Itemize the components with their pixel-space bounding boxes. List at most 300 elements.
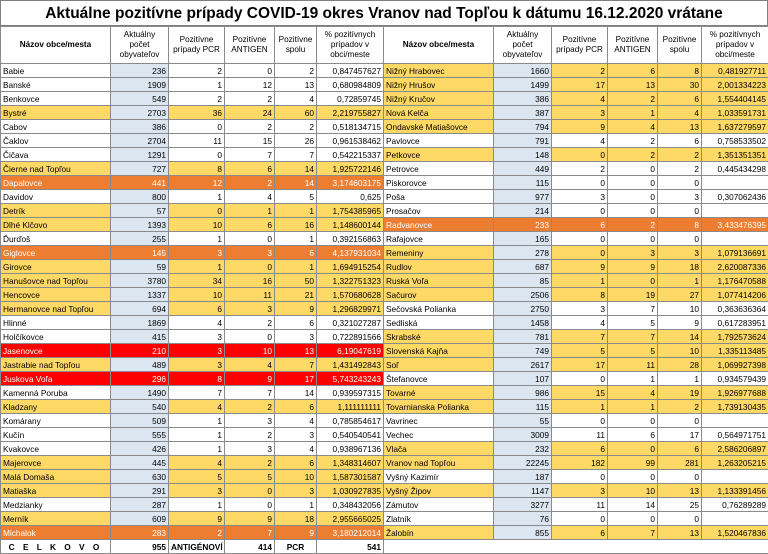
municipality-name: Slovenská Kajňa	[384, 344, 494, 358]
percent-cell: 2,620087336	[702, 260, 768, 274]
antigen-cell: 0	[608, 190, 658, 204]
population-cell: 609	[111, 512, 169, 526]
table-row	[1, 400, 768, 414]
percent-cell: 1,792573624	[702, 330, 768, 344]
population-cell: 540	[111, 400, 169, 414]
header-percent: % pozitívnych prípadov v obci/meste	[702, 27, 768, 64]
pcr-cell: 3	[552, 190, 608, 204]
header-name: Názov obce/mesta	[1, 27, 111, 64]
population-cell: 187	[494, 470, 552, 484]
population-cell: 449	[494, 162, 552, 176]
pcr-cell: 9	[552, 120, 608, 134]
total-cell: 0	[658, 232, 702, 246]
municipality-name: Petrovce	[384, 162, 494, 176]
pcr-cell: 2	[552, 162, 608, 176]
percent-cell	[702, 204, 768, 218]
table-row	[1, 134, 768, 148]
table-row	[1, 64, 768, 78]
pcr-cell: 2	[169, 526, 225, 540]
population-cell: 687	[494, 260, 552, 274]
pcr-cell: 0	[552, 204, 608, 218]
percent-cell: 0,445434298	[702, 162, 768, 176]
municipality-name: Michalok	[1, 526, 111, 540]
population-cell: 555	[111, 428, 169, 442]
percent-cell: 1,739130435	[702, 400, 768, 414]
antigen-cell: 4	[608, 120, 658, 134]
municipality-name: Benkovce	[1, 92, 111, 106]
antigen-cell: 5	[225, 470, 275, 484]
table-row	[1, 330, 768, 344]
municipality-name: Skrabské	[384, 330, 494, 344]
municipality-name: Komárany	[1, 414, 111, 428]
total-cell: 6	[275, 400, 317, 414]
header-antigen: Pozitívne ANTIGEN	[608, 27, 658, 64]
antigen-cell: 10	[225, 344, 275, 358]
pcr-cell: 2	[169, 92, 225, 106]
population-cell: 1490	[111, 386, 169, 400]
table-row	[1, 120, 768, 134]
antigen-cell: 24	[225, 106, 275, 120]
pcr-cell: 3	[169, 330, 225, 344]
municipality-name: Vyšný Kazimír	[384, 470, 494, 484]
table-row	[1, 414, 768, 428]
total-cell: 1	[658, 372, 702, 386]
percent-cell: 1,925722146	[317, 162, 384, 176]
antigen-total-value: 414	[225, 540, 275, 554]
pcr-cell: 17	[552, 358, 608, 372]
percent-cell: 0,625	[317, 190, 384, 204]
percent-cell: 0,321027287	[317, 316, 384, 330]
population-cell: 210	[111, 344, 169, 358]
pcr-cell: 3	[169, 344, 225, 358]
total-cell: 1	[275, 498, 317, 512]
pcr-cell: 4	[169, 316, 225, 330]
total-cell: 1	[275, 260, 317, 274]
antigen-cell: 4	[225, 190, 275, 204]
population-cell: 1499	[494, 78, 552, 92]
total-cell: 7	[275, 148, 317, 162]
population-cell: 386	[111, 120, 169, 134]
percent-cell: 1,148600144	[317, 218, 384, 232]
antigen-cell: 2	[225, 176, 275, 190]
total-cell: 13	[658, 526, 702, 540]
total-cell: 17	[275, 372, 317, 386]
pcr-cell: 7	[169, 386, 225, 400]
percent-cell: 1,322751323	[317, 274, 384, 288]
municipality-name: Babie	[1, 64, 111, 78]
pcr-cell: 8	[552, 288, 608, 302]
table-row	[1, 92, 768, 106]
antigen-cell: 3	[225, 302, 275, 316]
pcr-cell: 11	[169, 134, 225, 148]
pcr-cell: 2	[552, 64, 608, 78]
pcr-cell: 1	[169, 442, 225, 456]
population-cell: 415	[111, 330, 169, 344]
total-cell: 5	[275, 190, 317, 204]
municipality-name: Tovarné	[384, 386, 494, 400]
table-row	[1, 246, 768, 260]
table-row	[1, 498, 768, 512]
percent-cell: 0,785854617	[317, 414, 384, 428]
antigen-cell: 0	[225, 232, 275, 246]
municipality-name: Rafajovce	[384, 232, 494, 246]
table-row	[1, 344, 768, 358]
header-total: Pozitívne spolu	[658, 27, 702, 64]
percent-cell: 2,001334223	[702, 78, 768, 92]
municipality-name: Sečovská Polianka	[384, 302, 494, 316]
pcr-cell: 4	[552, 92, 608, 106]
total-cell: 0	[658, 470, 702, 484]
total-cell: 4	[275, 442, 317, 456]
antigen-cell: 0	[608, 442, 658, 456]
total-cell: 0	[658, 176, 702, 190]
population-cell: 1869	[111, 316, 169, 330]
pcr-cell: 12	[169, 176, 225, 190]
percent-cell: 0,722891566	[317, 330, 384, 344]
table-row	[1, 78, 768, 92]
population-cell: 2617	[494, 358, 552, 372]
antigen-cell: 0	[225, 260, 275, 274]
municipality-name: Juskova Voľa	[1, 372, 111, 386]
total-cell: 10	[275, 470, 317, 484]
municipality-name: Poša	[384, 190, 494, 204]
antigen-cell: 1	[608, 372, 658, 386]
antigen-cell: 0	[608, 162, 658, 176]
pcr-cell: 0	[552, 372, 608, 386]
antigen-cell: 2	[608, 148, 658, 162]
municipality-name: Majerovce	[1, 456, 111, 470]
total-cell: 9	[658, 316, 702, 330]
pcr-total-label: PCR	[275, 540, 317, 554]
percent-cell: 0,847457627	[317, 64, 384, 78]
antigen-cell: 6	[608, 64, 658, 78]
percent-cell: 0,76289289	[702, 498, 768, 512]
municipality-name: Soľ	[384, 358, 494, 372]
municipality-name: Petkovce	[384, 148, 494, 162]
percent-cell: 1,694915254	[317, 260, 384, 274]
population-cell: 2506	[494, 288, 552, 302]
pcr-cell: 8	[169, 372, 225, 386]
percent-cell: 0,564971751	[702, 428, 768, 442]
pcr-total-value: 541	[317, 540, 384, 554]
municipality-name: Ruská Voľa	[384, 274, 494, 288]
population-cell: 441	[111, 176, 169, 190]
population-cell: 214	[494, 204, 552, 218]
population-cell: 85	[494, 274, 552, 288]
pcr-cell: 3	[552, 484, 608, 498]
antigen-cell: 12	[225, 78, 275, 92]
antigen-cell: 0	[608, 232, 658, 246]
table-row	[1, 456, 768, 470]
antigen-cell: 0	[608, 176, 658, 190]
pcr-cell: 9	[552, 260, 608, 274]
antigen-cell: 9	[225, 372, 275, 386]
percent-cell: 2,219755827	[317, 106, 384, 120]
percent-cell: 0,758533502	[702, 134, 768, 148]
pcr-cell: 11	[552, 498, 608, 512]
population-cell: 107	[494, 372, 552, 386]
total-cell: 3	[275, 428, 317, 442]
population-cell: 3780	[111, 274, 169, 288]
table-row	[1, 218, 768, 232]
antigen-cell: 11	[608, 358, 658, 372]
municipality-name: Remeniny	[384, 246, 494, 260]
pcr-cell: 4	[552, 316, 608, 330]
percent-cell: 5,743243243	[317, 372, 384, 386]
antigen-cell: 9	[225, 512, 275, 526]
antigen-cell: 0	[225, 64, 275, 78]
pcr-cell: 3	[169, 358, 225, 372]
total-cell: 8	[658, 64, 702, 78]
percent-cell: 1,176470588	[702, 274, 768, 288]
municipality-name: Čaklov	[1, 134, 111, 148]
municipality-name: Medzianky	[1, 498, 111, 512]
municipality-name: Zámutov	[384, 498, 494, 512]
total-cell: 25	[658, 498, 702, 512]
antigen-cell: 0	[608, 204, 658, 218]
population-cell: 1337	[111, 288, 169, 302]
population-cell: 855	[494, 526, 552, 540]
antigen-cell: 99	[608, 456, 658, 470]
percent-cell: 1,754385965	[317, 204, 384, 218]
table-row	[1, 232, 768, 246]
pcr-cell: 3	[169, 484, 225, 498]
percent-cell: 1,111111111	[317, 400, 384, 414]
population-cell: 287	[111, 498, 169, 512]
total-cell: 6	[275, 456, 317, 470]
antigen-cell: 3	[608, 246, 658, 260]
population-cell: 386	[494, 92, 552, 106]
percent-cell: 0,542215337	[317, 148, 384, 162]
percent-cell: 1,926977688	[702, 386, 768, 400]
population-cell: 986	[494, 386, 552, 400]
pcr-cell: 0	[169, 204, 225, 218]
population-cell: 76	[494, 512, 552, 526]
population-cell: 781	[494, 330, 552, 344]
percent-cell	[702, 512, 768, 526]
antigen-cell: 0	[608, 512, 658, 526]
population-cell: 296	[111, 372, 169, 386]
total-cell: 0	[658, 414, 702, 428]
total-cell: 1	[658, 274, 702, 288]
total-cell: 281	[658, 456, 702, 470]
pcr-cell: 3	[552, 106, 608, 120]
total-cell: 6	[658, 442, 702, 456]
totals-row	[1, 540, 768, 554]
header-pcr: Pozitívne prípady PCR	[169, 27, 225, 64]
pcr-cell: 11	[552, 428, 608, 442]
pcr-cell: 1	[169, 414, 225, 428]
total-cell: 10	[658, 302, 702, 316]
antigen-cell: 2	[225, 400, 275, 414]
table-row	[1, 148, 768, 162]
total-cell: 3	[658, 246, 702, 260]
population-cell: 509	[111, 414, 169, 428]
pcr-cell: 15	[552, 386, 608, 400]
percent-cell: 1,263205215	[702, 456, 768, 470]
pcr-cell: 5	[169, 470, 225, 484]
municipality-name: Girovce	[1, 260, 111, 274]
percent-cell: 1,431492843	[317, 358, 384, 372]
total-cell: 50	[275, 274, 317, 288]
population-cell: 791	[494, 134, 552, 148]
total-cell: 27	[658, 288, 702, 302]
antigen-cell: 0	[608, 470, 658, 484]
antigen-cell: 2	[608, 218, 658, 232]
municipality-name: Dapalovce	[1, 176, 111, 190]
antigen-cell: 9	[608, 260, 658, 274]
pcr-cell: 1	[552, 400, 608, 414]
antigen-cell: 10	[608, 484, 658, 498]
population-cell: 291	[111, 484, 169, 498]
antigen-cell: 1	[608, 106, 658, 120]
antigen-cell: 15	[225, 134, 275, 148]
table-row	[1, 386, 768, 400]
table-row	[1, 316, 768, 330]
municipality-name: Zlatník	[384, 512, 494, 526]
pcr-cell: 6	[552, 442, 608, 456]
municipality-name: Vechec	[384, 428, 494, 442]
percent-cell: 0,617283951	[702, 316, 768, 330]
municipality-name: Kamenná Poruba	[1, 386, 111, 400]
pcr-cell: 1	[552, 274, 608, 288]
municipality-name: Radvanovce	[384, 218, 494, 232]
total-cell: 16	[275, 218, 317, 232]
municipality-name: Bystré	[1, 106, 111, 120]
population-cell: 57	[111, 204, 169, 218]
percent-cell: 1,335113485	[702, 344, 768, 358]
population-cell: 145	[111, 246, 169, 260]
antigen-cell: 1	[608, 400, 658, 414]
municipality-name: Prosačov	[384, 204, 494, 218]
antigen-cell: 13	[608, 78, 658, 92]
total-cell: 4	[658, 106, 702, 120]
municipality-name: Holčíkovce	[1, 330, 111, 344]
table-row	[1, 106, 768, 120]
municipality-name: Kučín	[1, 428, 111, 442]
population-cell: 233	[494, 218, 552, 232]
pcr-cell: 17	[552, 78, 608, 92]
total-cell: 9	[275, 302, 317, 316]
antigen-cell: 0	[608, 414, 658, 428]
table-row	[1, 260, 768, 274]
population-cell: 727	[111, 162, 169, 176]
municipality-name: Giglovce	[1, 246, 111, 260]
municipality-name: Hermanovce nad Topľou	[1, 302, 111, 316]
municipality-name: Sačurov	[384, 288, 494, 302]
pcr-cell: 0	[552, 232, 608, 246]
table-row	[1, 176, 768, 190]
population-cell: 1909	[111, 78, 169, 92]
population-cell: 283	[111, 526, 169, 540]
pcr-cell: 1	[169, 190, 225, 204]
population-cell: 426	[111, 442, 169, 456]
municipality-name: Banské	[1, 78, 111, 92]
total-cell: 28	[658, 358, 702, 372]
percent-cell: 3,174603175	[317, 176, 384, 190]
population-cell: 1291	[111, 148, 169, 162]
percent-cell: 1,351351351	[702, 148, 768, 162]
antigen-cell: 7	[608, 330, 658, 344]
table-row	[1, 372, 768, 386]
table-row	[1, 512, 768, 526]
population-cell: 749	[494, 344, 552, 358]
population-cell: 59	[111, 260, 169, 274]
antigen-cell: 2	[225, 456, 275, 470]
percent-cell: 0,307062436	[702, 190, 768, 204]
municipality-name: Nová Kelča	[384, 106, 494, 120]
municipality-name: Sedliská	[384, 316, 494, 330]
percent-cell: 0,72859745	[317, 92, 384, 106]
total-cell: 13	[275, 78, 317, 92]
percent-cell: 4,137931034	[317, 246, 384, 260]
municipality-name: Hlinné	[1, 316, 111, 330]
municipality-name: Vyšný Žipov	[384, 484, 494, 498]
total-cell: 6	[275, 316, 317, 330]
pcr-cell: 0	[552, 148, 608, 162]
percent-cell	[702, 176, 768, 190]
total-cell: 3	[658, 190, 702, 204]
antigen-cell: 11	[225, 288, 275, 302]
municipality-name: Vranov nad Topľou	[384, 456, 494, 470]
antigen-cell: 6	[225, 218, 275, 232]
pcr-cell: 9	[169, 512, 225, 526]
antigen-cell: 1	[225, 204, 275, 218]
population-cell: 694	[111, 302, 169, 316]
total-cell: 3	[275, 484, 317, 498]
total-cell: 6	[658, 92, 702, 106]
municipality-name: Matiaška	[1, 484, 111, 498]
percent-cell: 0,540540541	[317, 428, 384, 442]
population-cell: 115	[494, 176, 552, 190]
antigen-cell: 2	[225, 120, 275, 134]
percent-cell: 0,481927711	[702, 64, 768, 78]
total-cell: 21	[275, 288, 317, 302]
percent-cell: 1,554404145	[702, 92, 768, 106]
antigen-cell: 7	[225, 386, 275, 400]
total-cell: 10	[658, 344, 702, 358]
percent-cell: 1,587301587	[317, 470, 384, 484]
header-total: Pozitívne spolu	[275, 27, 317, 64]
antigen-cell: 7	[225, 148, 275, 162]
population-cell: 3009	[494, 428, 552, 442]
percent-cell	[702, 232, 768, 246]
percent-cell: 1,637279597	[702, 120, 768, 134]
population-cell: 255	[111, 232, 169, 246]
table-row	[1, 302, 768, 316]
antigen-cell: 0	[225, 484, 275, 498]
antigen-cell: 6	[225, 162, 275, 176]
municipality-name: Jastrabie nad Topľou	[1, 358, 111, 372]
header-population: Aktuálny počet obyvateľov	[111, 27, 169, 64]
population-cell: 165	[494, 232, 552, 246]
percent-cell: 6,19047619	[317, 344, 384, 358]
table-row	[1, 358, 768, 372]
percent-cell: 2,955665025	[317, 512, 384, 526]
municipality-name: Rudlov	[384, 260, 494, 274]
antigen-cell: 3	[225, 246, 275, 260]
total-cell: 18	[275, 512, 317, 526]
percent-cell: 1,348314607	[317, 456, 384, 470]
antigen-cell: 4	[608, 386, 658, 400]
municipality-name: Cabov	[1, 120, 111, 134]
antigen-cell: 2	[225, 428, 275, 442]
population-cell: 232	[494, 442, 552, 456]
pcr-cell: 0	[552, 414, 608, 428]
total-cell: 30	[658, 78, 702, 92]
pcr-cell: 1	[169, 428, 225, 442]
header-row	[1, 27, 768, 64]
